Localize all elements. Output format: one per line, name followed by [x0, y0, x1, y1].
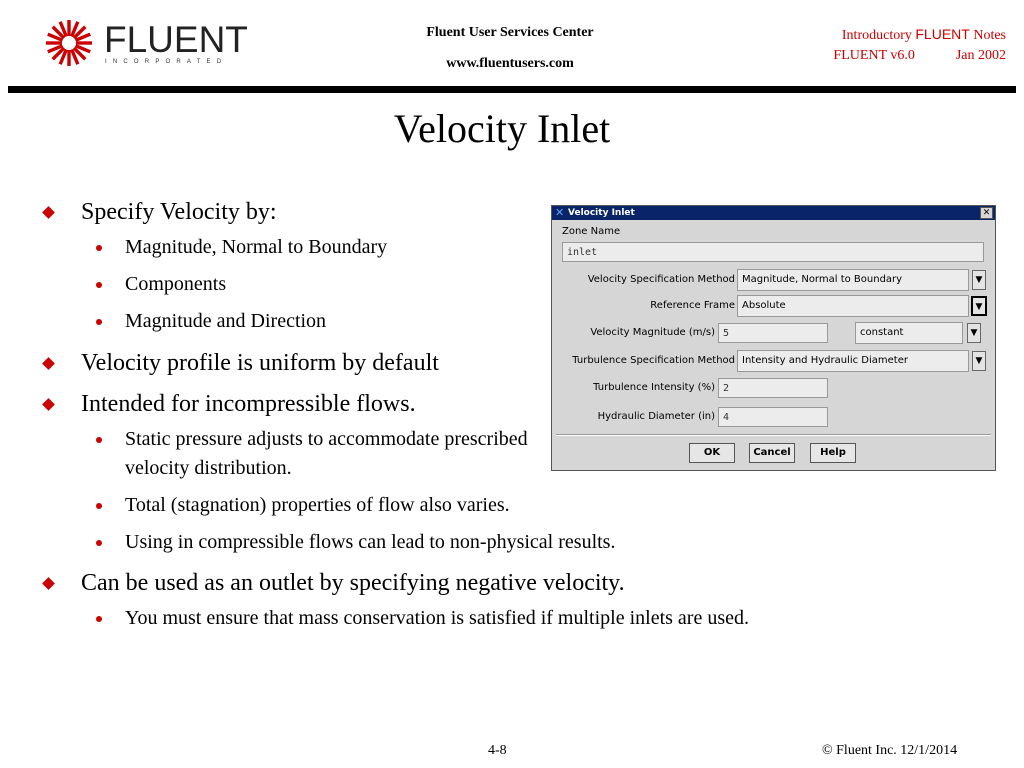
dot-bullet-icon — [96, 540, 102, 546]
close-icon[interactable]: ✕ — [980, 207, 993, 219]
sunburst-logo-icon — [42, 18, 96, 68]
diamond-bullet-icon — [42, 577, 55, 590]
turbulence-spec-label: Turbulence Specification Method — [572, 355, 735, 366]
header-center-url: www.fluentusers.com — [446, 56, 574, 71]
dot-bullet-icon — [96, 319, 102, 325]
chevron-down-icon[interactable]: ▼ — [972, 351, 986, 371]
dot-bullet-icon — [96, 437, 102, 443]
reference-frame-select[interactable]: Absolute — [737, 295, 969, 317]
sub-bullet-item: Static pressure adjusts to accommodate prescribed velocity distribution. — [44, 425, 974, 491]
slide-title: Velocity Inlet — [393, 106, 611, 151]
header-right-version: FLUENT v6.0 — [833, 48, 915, 63]
velocity-spec-label: Velocity Specification Method — [587, 274, 735, 285]
dialog-titlebar[interactable] — [552, 206, 995, 220]
header-right-intro: Introductory — [841, 28, 912, 43]
chevron-down-icon[interactable]: ▼ — [972, 270, 986, 290]
sub-bullet-item: Magnitude and Direction — [44, 307, 974, 345]
velocity-magnitude-field[interactable]: 5 — [718, 323, 828, 343]
hydraulic-diameter-label: Hydraulic Diameter (in) — [597, 411, 715, 422]
bullet-item: Specify Velocity by: — [44, 194, 974, 233]
diamond-bullet-icon — [42, 398, 55, 411]
dialog-title: Velocity Inlet — [568, 208, 635, 218]
sub-bullet-item: Magnitude, Normal to Boundary — [44, 233, 974, 270]
velocity-inlet-dialog — [551, 205, 996, 471]
header-rule — [8, 86, 1016, 93]
zone-name-field[interactable]: inlet — [562, 242, 984, 262]
dot-bullet-icon — [96, 245, 102, 251]
velocity-profile-select[interactable]: constant — [855, 322, 963, 344]
logo-wordmark: FLUENT — [104, 19, 248, 60]
header-right-notes: Notes — [973, 28, 1006, 43]
velocity-magnitude-label: Velocity Magnitude (m/s) — [590, 327, 715, 338]
help-button[interactable]: Help — [810, 443, 856, 463]
fluent-logo — [42, 18, 248, 70]
dot-bullet-icon — [96, 282, 102, 288]
sub-bullet-item: Using in compressible flows can lead to non-physical results. — [44, 528, 974, 565]
header-right-brand: FLUENT — [915, 26, 970, 42]
x-window-icon: ✕ — [555, 206, 565, 219]
header-right-date: Jan 2002 — [955, 48, 1006, 63]
reference-frame-label: Reference Frame — [650, 300, 735, 311]
logo-subtext: INCORPORATED — [105, 59, 228, 65]
sub-bullet-item: You must ensure that mass conservation is satisfied if multiple inlets are used. — [44, 604, 974, 641]
dot-bullet-icon — [96, 503, 102, 509]
turbulence-intensity-field[interactable]: 2 — [718, 378, 828, 398]
cancel-button[interactable]: Cancel — [749, 443, 795, 463]
turbulence-spec-select[interactable]: Intensity and Hydraulic Diameter — [737, 350, 969, 372]
bullet-item: Velocity profile is uniform by default — [44, 345, 974, 386]
chevron-down-icon[interactable]: ▼ — [971, 296, 987, 316]
bullet-item: Can be used as an outlet by specifying negative velocity. — [44, 565, 974, 604]
velocity-spec-select[interactable]: Magnitude, Normal to Boundary — [737, 269, 969, 291]
sub-bullet-item: Components — [44, 270, 974, 307]
hydraulic-diameter-field[interactable]: 4 — [718, 407, 828, 427]
bullet-item: Intended for incompressible flows. — [44, 386, 974, 425]
turbulence-intensity-label: Turbulence Intensity (%) — [593, 382, 715, 393]
dialog-separator — [556, 434, 991, 436]
copyright: © Fluent Inc. 12/1/2014 — [822, 743, 958, 758]
page-number: 4-8 — [488, 743, 507, 758]
ok-button[interactable]: OK — [689, 443, 735, 463]
header-right — [776, 24, 1006, 66]
sub-bullet-item: Total (stagnation) properties of flow also varies. — [44, 491, 974, 528]
header-center-title: Fluent User Services Center — [426, 25, 594, 40]
diamond-bullet-icon — [42, 206, 55, 219]
diamond-bullet-icon — [42, 357, 55, 370]
chevron-down-icon[interactable]: ▼ — [967, 323, 981, 343]
dot-bullet-icon — [96, 616, 102, 622]
zone-name-label: Zone Name — [562, 226, 621, 237]
